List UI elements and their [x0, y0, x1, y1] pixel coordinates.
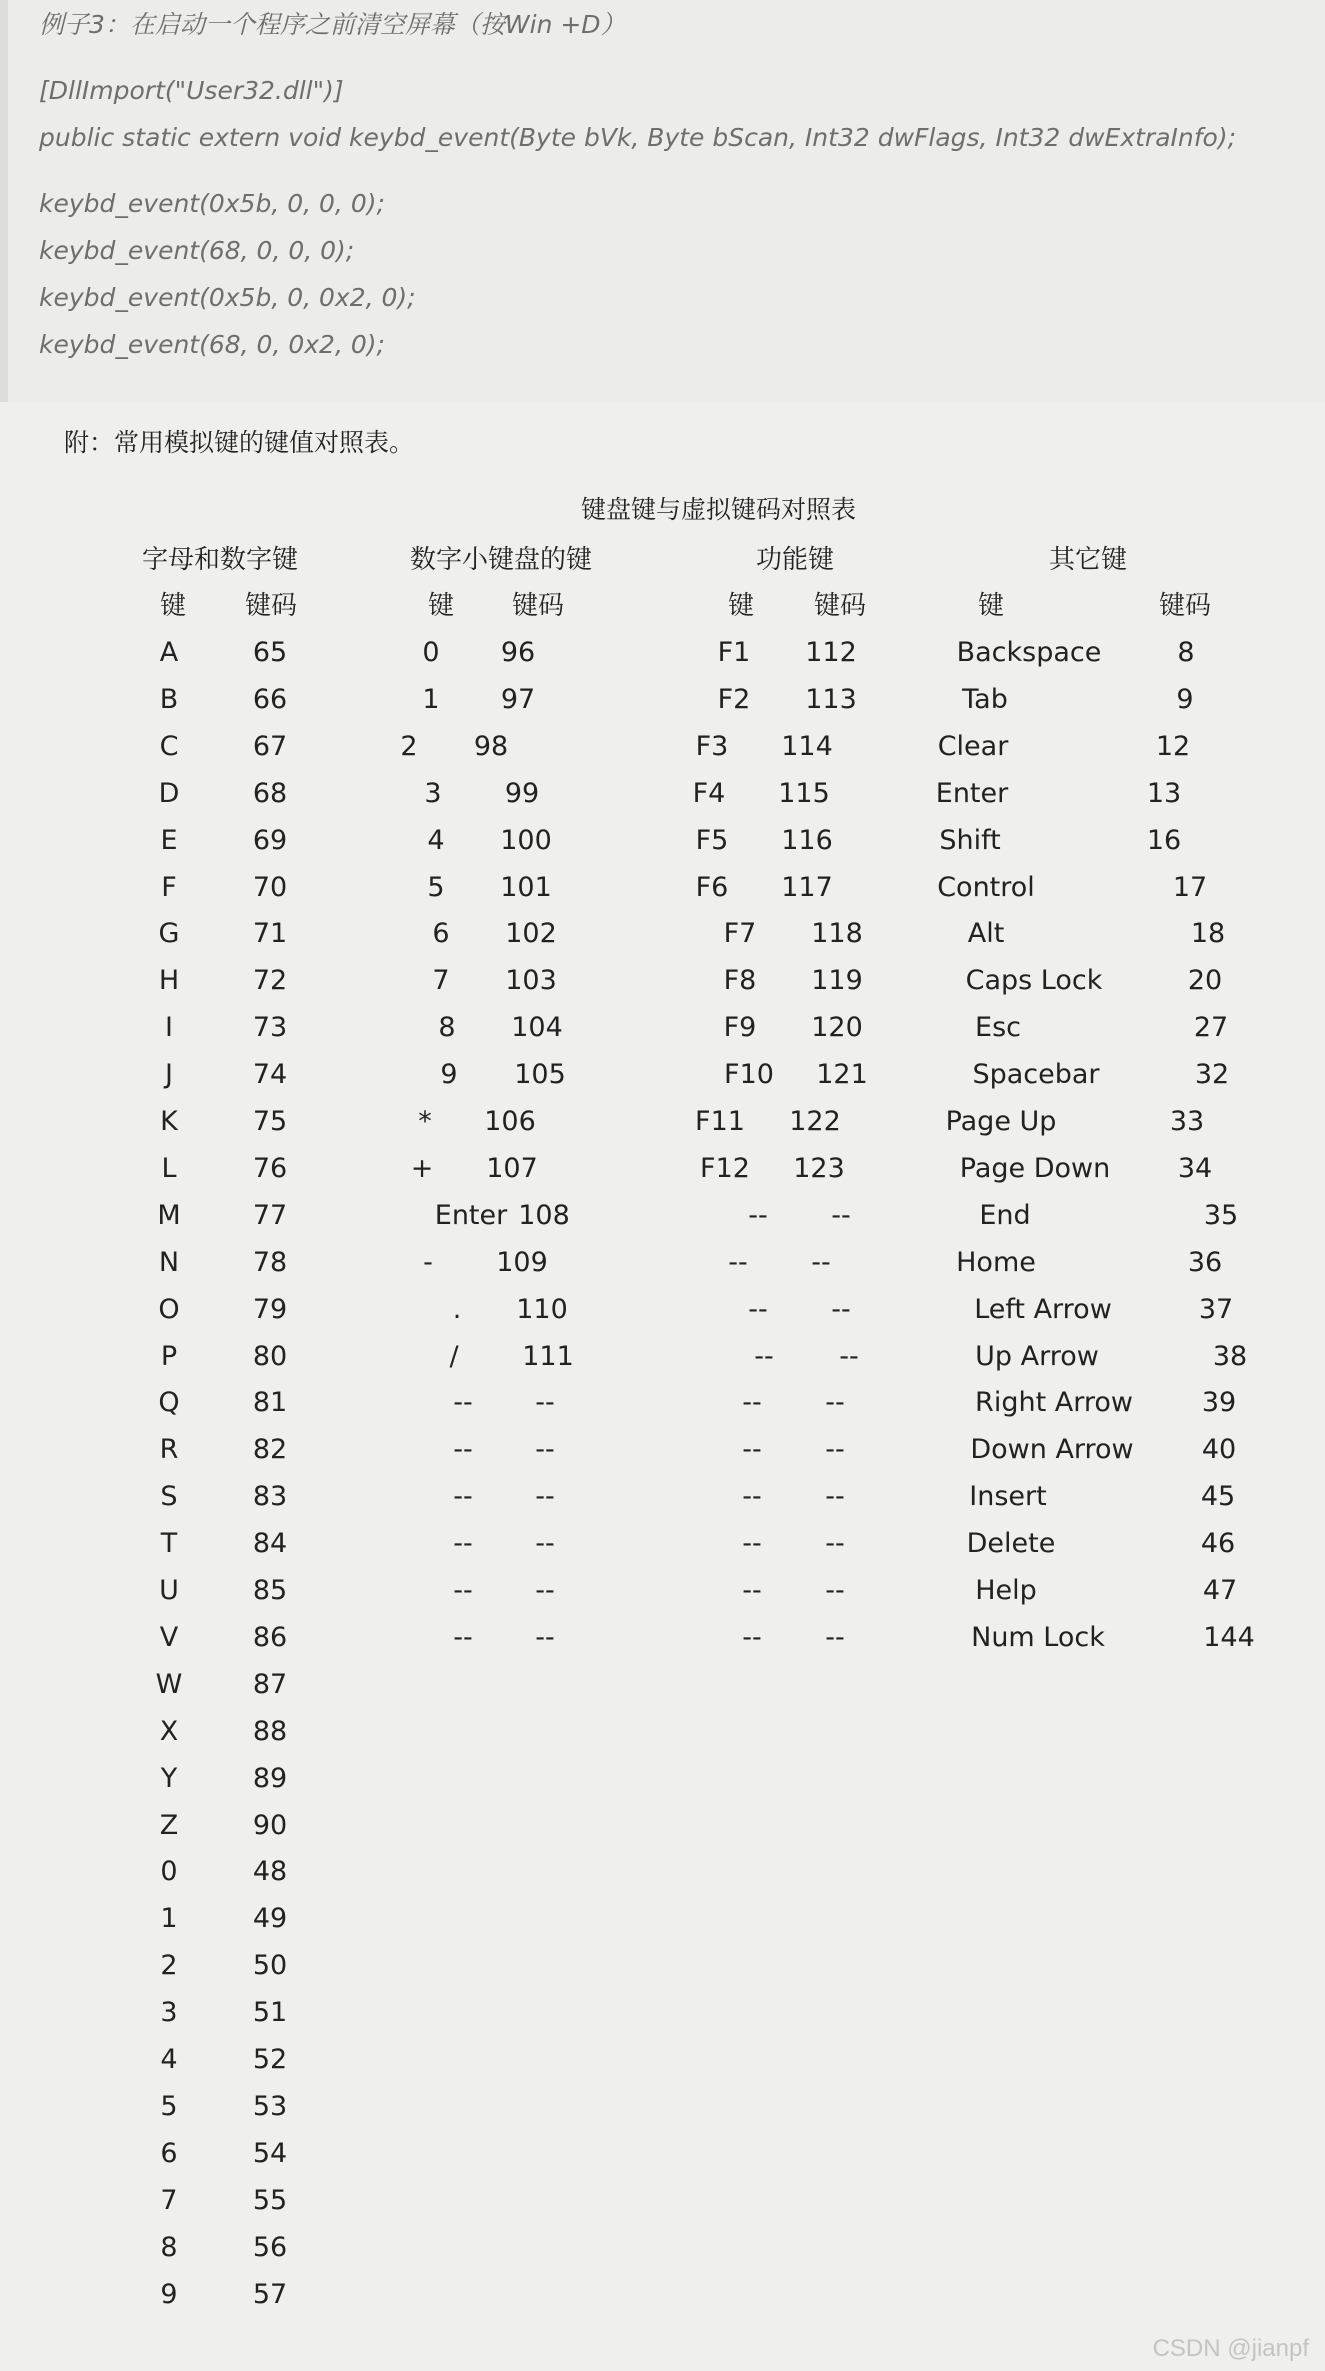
key-code-cell: -- — [535, 1387, 555, 1419]
key-name-cell: -- — [453, 1528, 473, 1560]
key-code-cell: 66 — [252, 683, 288, 715]
key-code-cell: 84 — [252, 1528, 288, 1560]
key-name-cell: Enter — [935, 777, 1009, 809]
key-code-cell: 109 — [496, 1246, 548, 1278]
key-name-cell: Page Up — [945, 1106, 1057, 1137]
key-name-cell: End — [979, 1199, 1031, 1231]
key-name-cell: -- — [453, 1387, 473, 1419]
key-name-cell: 2 — [160, 1950, 178, 1982]
key-name-cell: G — [158, 918, 180, 950]
key-name-cell: H — [158, 965, 180, 997]
key-code-cell: 118 — [811, 918, 863, 950]
column-header-code: 键码 — [1158, 591, 1212, 621]
key-name-cell: F — [161, 871, 177, 903]
key-name-cell: F11 — [695, 1106, 745, 1137]
key-name-cell: Shift — [939, 824, 1001, 856]
key-code-cell: 49 — [252, 1903, 288, 1935]
key-code-cell: 45 — [1200, 1481, 1236, 1513]
key-code-cell: -- — [825, 1621, 845, 1653]
key-name-cell: 9 — [440, 1059, 458, 1091]
key-code-cell: -- — [535, 1434, 555, 1466]
key-name-cell: 6 — [160, 2137, 178, 2169]
key-code-cell: 68 — [252, 777, 288, 809]
key-name-cell: Z — [159, 1809, 179, 1841]
key-code-cell: 53 — [252, 2090, 288, 2122]
key-name-cell: -- — [742, 1575, 762, 1606]
key-code-cell: 86 — [252, 1621, 288, 1653]
key-code-cell: 39 — [1201, 1387, 1237, 1419]
key-code-cell: 13 — [1146, 777, 1182, 809]
key-name-cell: Help — [975, 1575, 1037, 1606]
key-name-cell: 0 — [160, 1856, 178, 1888]
key-name-cell: Alt — [967, 918, 1005, 950]
key-name-cell: Esc — [975, 1012, 1021, 1044]
key-name-cell: 5 — [160, 2090, 178, 2122]
key-code-cell: 8 — [1177, 637, 1195, 668]
key-name-cell: 1 — [422, 683, 440, 715]
key-code-cell: -- — [825, 1481, 845, 1513]
key-name-cell: 4 — [160, 2044, 178, 2075]
key-code-cell: 97 — [500, 683, 536, 715]
key-code-cell: 71 — [252, 918, 288, 950]
key-code-cell: 87 — [252, 1668, 288, 1700]
key-name-cell: F3 — [695, 730, 729, 762]
key-name-cell: -- — [748, 1293, 768, 1325]
key-name-cell: -- — [453, 1481, 473, 1513]
key-name-cell: - — [423, 1246, 433, 1278]
key-code-cell: 75 — [252, 1106, 288, 1137]
key-name-cell: -- — [453, 1575, 473, 1606]
key-name-cell: F10 — [724, 1059, 774, 1091]
key-name-cell: Up Arrow — [975, 1340, 1099, 1372]
key-name-cell: W — [155, 1668, 183, 1700]
code-line: keybd_event(0x5b, 0, 0x2, 0); — [39, 283, 416, 312]
key-name-cell: -- — [742, 1481, 762, 1513]
key-code-cell: 83 — [252, 1481, 288, 1513]
key-name-cell: Enter — [434, 1199, 508, 1231]
key-name-cell: . — [452, 1293, 462, 1325]
key-code-cell: 122 — [789, 1106, 841, 1137]
key-code-cell: 78 — [252, 1246, 288, 1278]
key-name-cell: 2 — [400, 730, 418, 762]
key-code-cell: 37 — [1198, 1293, 1234, 1325]
key-name-cell: -- — [742, 1434, 762, 1466]
key-code-cell: -- — [535, 1621, 555, 1653]
key-name-cell: 3 — [424, 777, 442, 809]
key-code-cell: 101 — [500, 871, 552, 903]
column-header-code: 键码 — [244, 591, 298, 621]
key-name-cell: -- — [728, 1246, 748, 1278]
column-header-key: 键 — [977, 591, 1005, 621]
key-code-cell: 65 — [252, 637, 288, 668]
appendix-note: 附：常用模拟键的键值对照表。 — [64, 428, 415, 457]
key-name-cell: 8 — [438, 1012, 456, 1044]
key-code-cell: 88 — [252, 1715, 288, 1747]
code-line: keybd_event(0x5b, 0, 0, 0); — [39, 189, 385, 218]
key-name-cell: Down Arrow — [970, 1434, 1134, 1466]
key-name-cell: E — [160, 824, 178, 856]
key-name-cell: -- — [754, 1340, 774, 1372]
key-name-cell: C — [159, 730, 179, 762]
key-code-cell: 34 — [1177, 1152, 1213, 1184]
key-name-cell: F6 — [695, 871, 729, 903]
key-code-cell: 16 — [1146, 824, 1182, 856]
key-code-cell: 82 — [252, 1434, 288, 1466]
key-name-cell: F8 — [723, 965, 757, 997]
key-code-cell: 76 — [252, 1152, 288, 1184]
key-code-cell: 99 — [504, 777, 540, 809]
column-header-code: 键码 — [511, 591, 565, 621]
key-code-cell: 72 — [252, 965, 288, 997]
key-code-cell: 50 — [252, 1950, 288, 1982]
key-code-cell: 103 — [505, 965, 557, 997]
column-header-key: 键 — [427, 591, 455, 621]
key-code-cell: 116 — [781, 824, 833, 856]
key-code-cell: 90 — [252, 1809, 288, 1841]
key-code-cell: 54 — [252, 2137, 288, 2169]
key-name-cell: 7 — [160, 2184, 178, 2216]
key-name-cell: Backspace — [956, 637, 1102, 668]
key-name-cell: 6 — [432, 918, 450, 950]
key-name-cell: I — [165, 1012, 173, 1044]
key-name-cell: F7 — [723, 918, 757, 950]
key-name-cell: F9 — [723, 1012, 757, 1044]
key-code-cell: 111 — [522, 1340, 574, 1372]
key-name-cell: Control — [937, 871, 1035, 903]
key-name-cell: -- — [748, 1199, 768, 1231]
key-code-cell: 81 — [252, 1387, 288, 1419]
key-code-cell: 20 — [1187, 965, 1223, 997]
key-code-cell: 36 — [1187, 1246, 1223, 1278]
key-code-cell: 80 — [252, 1340, 288, 1372]
key-name-cell: F2 — [717, 683, 751, 715]
key-code-cell: 51 — [252, 1997, 288, 2029]
key-name-cell: 3 — [160, 1997, 178, 2029]
code-line: keybd_event(68, 0, 0x2, 0); — [39, 330, 385, 359]
key-code-cell: 77 — [252, 1199, 288, 1231]
key-code-cell: 79 — [252, 1293, 288, 1325]
key-name-cell: -- — [742, 1621, 762, 1653]
key-name-cell: F4 — [692, 777, 726, 809]
key-name-cell: 7 — [432, 965, 450, 997]
key-name-cell: Spacebar — [972, 1059, 1100, 1091]
key-code-cell: 102 — [505, 918, 557, 950]
key-name-cell: -- — [453, 1621, 473, 1653]
key-name-cell: V — [159, 1621, 179, 1653]
key-name-cell: Home — [956, 1246, 1036, 1278]
key-code-cell: 35 — [1203, 1199, 1239, 1231]
section-title: 其它键 — [1048, 545, 1128, 575]
key-code-cell: 98 — [473, 730, 509, 762]
code-line: keybd_event(68, 0, 0, 0); — [39, 236, 355, 265]
key-name-cell: S — [160, 1481, 178, 1513]
key-code-cell: 115 — [778, 777, 830, 809]
key-code-cell: 112 — [805, 637, 857, 668]
key-name-cell: 9 — [160, 2278, 178, 2310]
key-name-cell: Q — [158, 1387, 180, 1419]
key-code-cell: 57 — [252, 2278, 288, 2310]
key-code-cell: 74 — [252, 1059, 288, 1091]
key-name-cell: Tab — [962, 683, 1008, 715]
key-name-cell: -- — [453, 1434, 473, 1466]
key-code-cell: 48 — [252, 1856, 288, 1888]
key-code-cell: 73 — [252, 1012, 288, 1044]
key-name-cell: Num Lock — [971, 1621, 1105, 1653]
key-code-cell: 106 — [484, 1106, 536, 1137]
section-title: 数字小键盘的键 — [409, 545, 593, 575]
key-name-cell: B — [159, 683, 179, 715]
key-name-cell: + — [410, 1152, 434, 1184]
key-name-cell: 0 — [422, 637, 440, 668]
key-name-cell: J — [165, 1059, 173, 1091]
key-code-cell: 119 — [811, 965, 863, 997]
key-code-cell: -- — [535, 1575, 555, 1606]
key-code-cell: -- — [825, 1387, 845, 1419]
key-name-cell: N — [158, 1246, 180, 1278]
key-name-cell: Caps Lock — [965, 965, 1103, 997]
column-header-key: 键 — [727, 591, 755, 621]
key-code-cell: -- — [811, 1246, 831, 1278]
key-name-cell: L — [161, 1152, 177, 1184]
key-name-cell: 1 — [160, 1903, 178, 1935]
key-code-cell: 85 — [252, 1575, 288, 1606]
key-code-cell: -- — [831, 1293, 851, 1325]
key-code-cell: 89 — [252, 1762, 288, 1794]
key-name-cell: Left Arrow — [974, 1293, 1112, 1325]
key-code-cell: 32 — [1194, 1059, 1230, 1091]
key-code-cell: 69 — [252, 824, 288, 856]
code-line: public static extern void keybd_event(Byte bVk, Byte bScan, Int32 dwFlags, Int32 dwExtraInfo); — [39, 123, 1237, 152]
key-name-cell: * — [418, 1106, 432, 1137]
key-name-cell: -- — [742, 1528, 762, 1560]
key-name-cell: -- — [742, 1387, 762, 1419]
example-quote-block — [0, 0, 1325, 402]
table-title: 键盘键与虚拟键码对照表 — [580, 495, 856, 524]
key-name-cell: F12 — [700, 1152, 750, 1184]
key-code-cell: 121 — [816, 1059, 868, 1091]
key-code-cell: 108 — [518, 1199, 570, 1231]
key-code-cell: 104 — [511, 1012, 563, 1044]
key-name-cell: A — [159, 637, 179, 668]
key-code-cell: 144 — [1203, 1621, 1255, 1653]
key-code-cell: -- — [825, 1575, 845, 1606]
key-code-cell: -- — [839, 1340, 859, 1372]
key-name-cell: D — [158, 777, 180, 809]
key-name-cell: Clear — [937, 730, 1009, 762]
watermark: CSDN @jianpf — [1152, 2335, 1309, 2362]
key-name-cell: 5 — [427, 871, 445, 903]
key-code-cell: -- — [825, 1434, 845, 1466]
key-name-cell: Y — [160, 1762, 178, 1794]
key-name-cell: M — [157, 1199, 181, 1231]
key-code-cell: 56 — [252, 2231, 288, 2263]
key-code-cell: 117 — [781, 871, 833, 903]
column-header-code: 键码 — [813, 591, 867, 621]
key-code-cell: 52 — [252, 2044, 288, 2075]
key-name-cell: / — [449, 1340, 459, 1372]
key-code-cell: 55 — [252, 2184, 288, 2216]
key-code-cell: 105 — [514, 1059, 566, 1091]
code-line: [DllImport("User32.dll")] — [39, 76, 344, 105]
key-name-cell: K — [160, 1106, 178, 1137]
key-code-cell: -- — [831, 1199, 851, 1231]
key-name-cell: T — [160, 1528, 178, 1560]
key-name-cell: P — [160, 1340, 178, 1372]
key-name-cell: O — [158, 1293, 180, 1325]
key-code-cell: -- — [535, 1528, 555, 1560]
key-name-cell: F1 — [717, 637, 751, 668]
key-name-cell: 8 — [160, 2231, 178, 2263]
key-code-cell: 12 — [1155, 730, 1191, 762]
key-code-cell: 113 — [805, 683, 857, 715]
key-name-cell: F5 — [695, 824, 729, 856]
key-code-cell: 40 — [1201, 1434, 1237, 1466]
key-code-cell: 47 — [1202, 1575, 1238, 1606]
key-code-cell: 33 — [1169, 1106, 1205, 1137]
section-title: 字母和数字键 — [141, 545, 299, 575]
key-code-cell: 27 — [1193, 1012, 1229, 1044]
key-code-cell: 110 — [516, 1293, 568, 1325]
section-title: 功能键 — [755, 545, 835, 575]
key-code-cell: 120 — [811, 1012, 863, 1044]
key-code-cell: 114 — [781, 730, 833, 762]
key-code-cell: 96 — [500, 637, 536, 668]
key-name-cell: U — [159, 1575, 179, 1606]
key-code-cell: 46 — [1200, 1528, 1236, 1560]
example-title: 例子3：在启动一个程序之前清空屏幕（按Win +D） — [39, 10, 626, 39]
key-name-cell: Delete — [966, 1528, 1056, 1560]
key-code-cell: 107 — [486, 1152, 538, 1184]
key-code-cell: -- — [535, 1481, 555, 1513]
key-code-cell: 17 — [1172, 871, 1208, 903]
key-name-cell: Right Arrow — [975, 1387, 1133, 1419]
key-name-cell: X — [159, 1715, 179, 1747]
key-code-cell: 18 — [1190, 918, 1226, 950]
key-name-cell: Page Down — [959, 1152, 1111, 1184]
column-header-key: 键 — [159, 591, 187, 621]
key-code-cell: 9 — [1176, 683, 1194, 715]
key-code-cell: 123 — [793, 1152, 845, 1184]
key-code-cell: 38 — [1212, 1340, 1248, 1372]
key-code-cell: 70 — [252, 871, 288, 903]
key-name-cell: Insert — [969, 1481, 1047, 1513]
key-code-cell: 100 — [500, 824, 552, 856]
key-name-cell: 4 — [427, 824, 445, 856]
key-code-cell: -- — [825, 1528, 845, 1560]
key-name-cell: R — [159, 1434, 179, 1466]
key-code-cell: 67 — [252, 730, 288, 762]
